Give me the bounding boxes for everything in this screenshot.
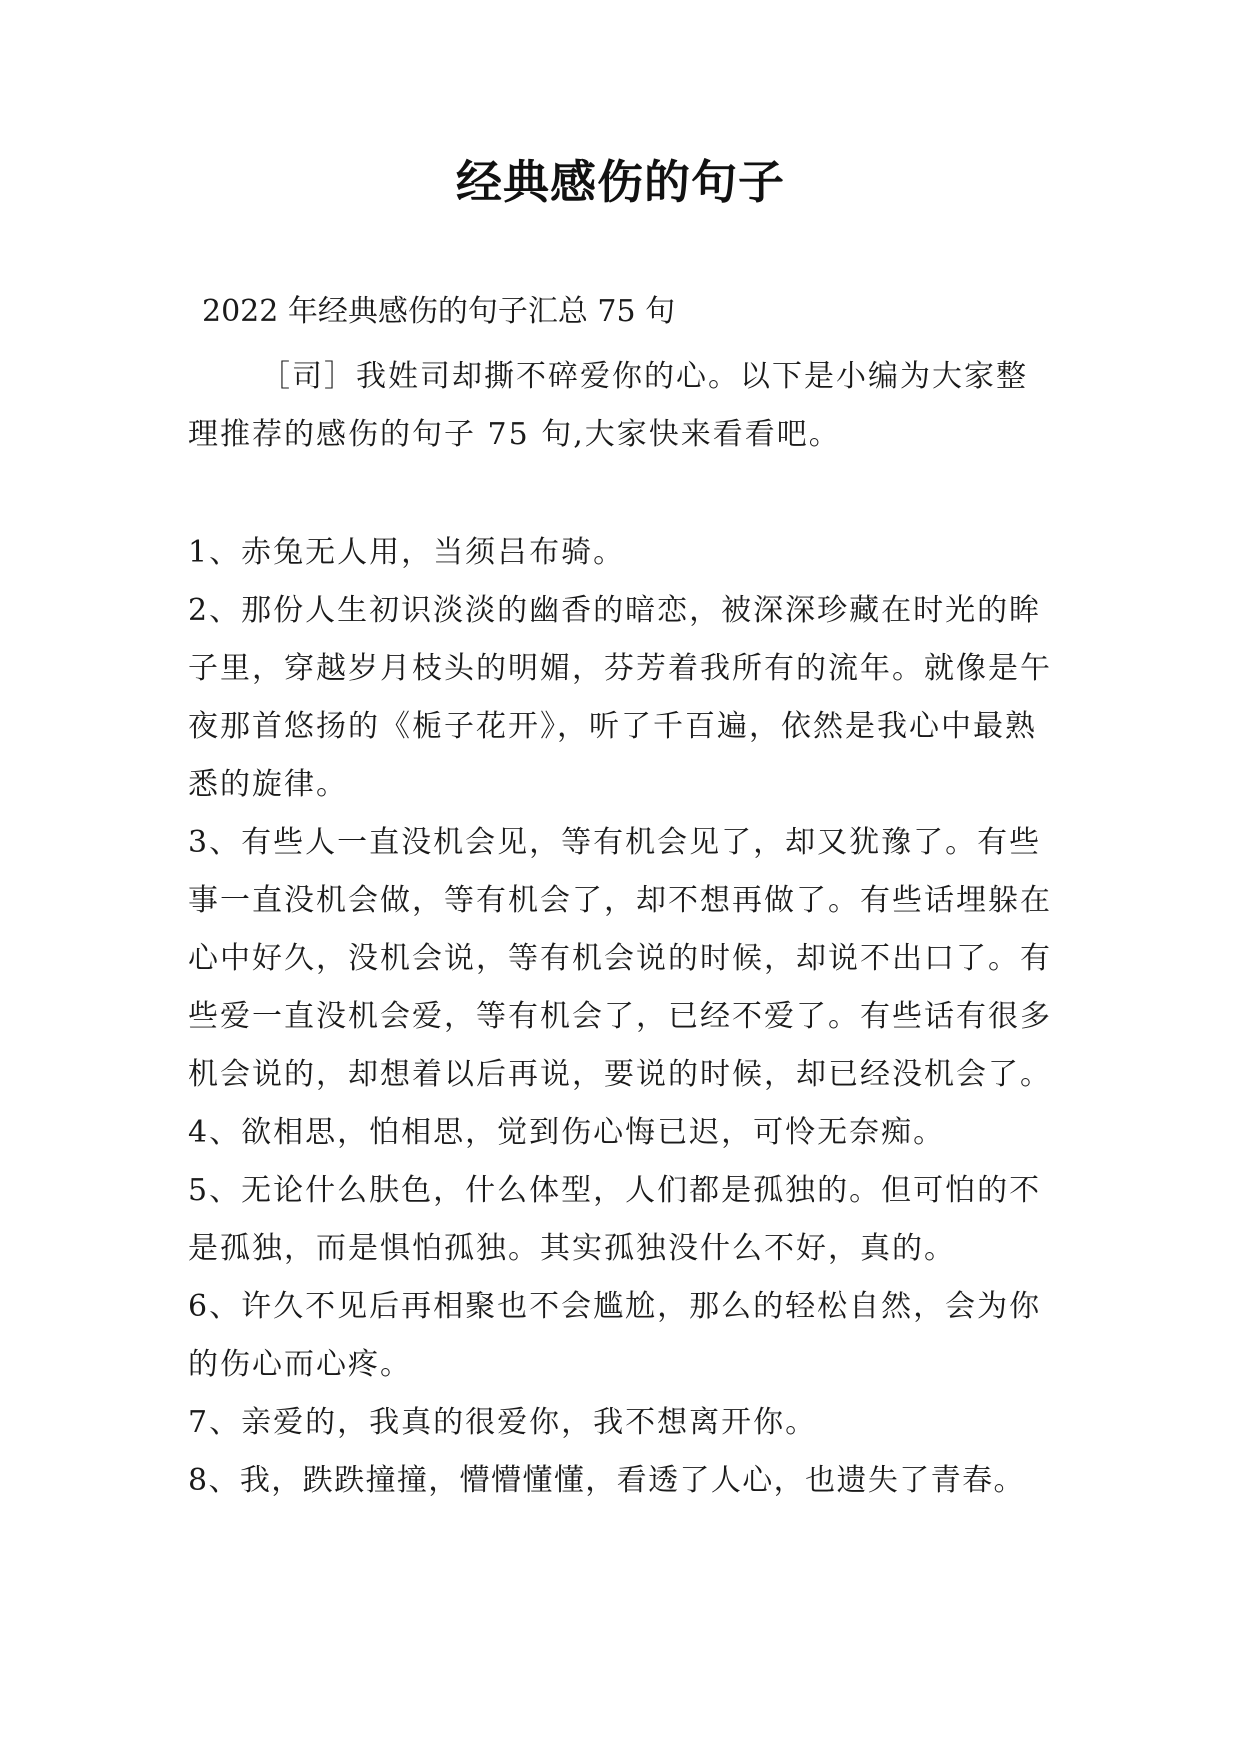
list-item: 5、无论什么肤色，什么体型，人们都是孤独的。但可怕的不是孤独，而是惧怕孤独。其实孤独没什么不好，真的。 [188, 1173, 1042, 1266]
list-item: 3、有些人一直没机会见，等有机会见了，却又犹豫了。有些事一直没机会做，等有机会了，却不想再做了。有些话埋躲在心中好久，没机会说，等有机会说的时候，却说不出口了。有些爱一直没机会爱，等有机会了，已经不爱了。有些话有很多机会说的，却想着以后再说，要说的时候，却已经没机会了。 [188, 825, 1052, 1092]
list-item: 1、赤兔无人用，当须吕布骑。 [188, 535, 626, 570]
document-title: 经典感伤的句子 [456, 155, 785, 209]
list-item: 6、许久不见后再相聚也不会尴尬，那么的轻松自然，会为你的伤心而心疼。 [188, 1289, 1042, 1382]
list-item: 8、我，跌跌撞撞，懵懵懂懂，看透了人心，也遗失了青春。 [188, 1463, 1025, 1498]
list-item: 4、欲相思，怕相思，觉到伤心悔已迟，可怜无奈痴。 [188, 1115, 946, 1150]
list-item: 2、那份人生初识淡淡的幽香的暗恋，被深深珍藏在时光的眸子里，穿越岁月枝头的明媚，芬芳着我所有的流年。就像是午夜那首悠扬的《栀子花开》，听了千百遍，依然是我心中最熟悉的旋律。 [188, 593, 1052, 802]
document-subtitle: 2022 年经典感伤的句子汇总 75 句 [202, 294, 676, 329]
sentence-list [188, 524, 1054, 1510]
list-item: 7、亲爱的，我真的很爱你，我不想离开你。 [188, 1405, 818, 1440]
intro-paragraph: ［司］我姓司却撕不碎爱你的心。以下是小编为大家整理推荐的感伤的句子 75 句,大家快来看看吧。 [188, 359, 1028, 452]
